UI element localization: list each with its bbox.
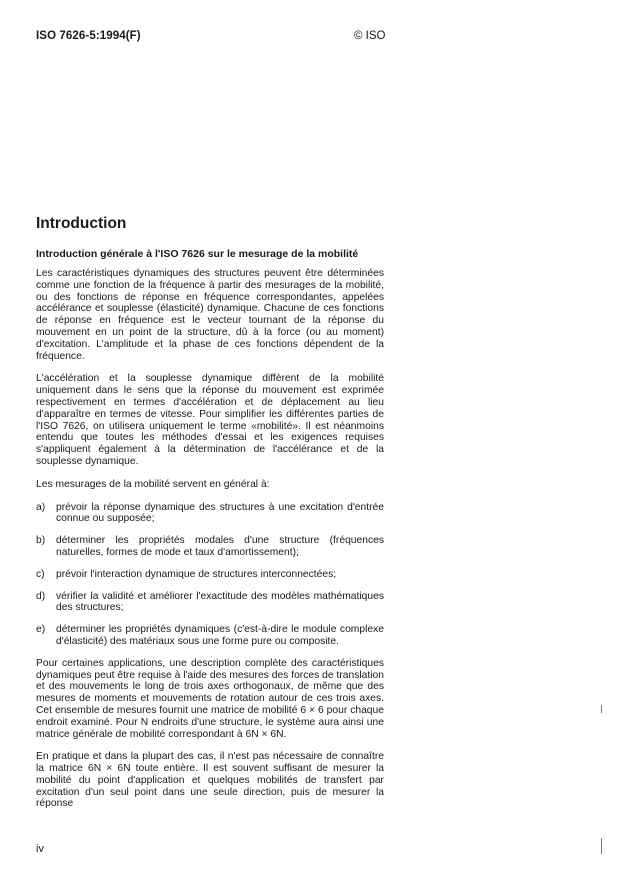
scan-edge-mark	[601, 705, 602, 713]
list-item-text: prévoir l'interaction dynamique de structures interconnectées;	[56, 568, 337, 580]
list-item-label: b)	[36, 535, 46, 547]
section-title: Introduction	[36, 215, 127, 232]
list-item	[36, 502, 384, 526]
list-item-label: c)	[36, 568, 45, 580]
page-number: iv	[36, 843, 44, 855]
list-item	[36, 569, 384, 581]
list-item-text: déterminer les propriétés dynamiques (c'est-à-dire le module complexe d'élasticité) des matériaux sous une forme pure ou composite.	[56, 624, 384, 647]
subsection-title: Introduction générale à l'ISO 7626 sur le mesurage de la mobilité	[36, 248, 359, 260]
list-item-text: déterminer les propriétés modales d'une structure (fréquences naturelles, formes de mode et taux d'amortissement);	[56, 535, 384, 558]
body-text	[36, 268, 384, 821]
list-item-text: prévoir la réponse dynamique des structures à une excitation d'entrée connue ou supposée;	[56, 501, 384, 525]
list-item	[36, 535, 384, 559]
list-item-label: e)	[36, 624, 46, 636]
usage-list	[36, 502, 384, 648]
list-item-label: d)	[36, 590, 46, 602]
standard-designation: ISO 7626-5:1994(F)	[36, 30, 141, 42]
list-item	[36, 591, 384, 615]
paragraph: Les caractéristiques dynamiques des structures peuvent être déterminées comme une fonction de la fréquence à partir des mesurages de la mobilité, ou des fonctions de réponse en fréquence correspondantes, appelées accélérance et souplesse (élasticité) dynamique. Chacune de ces fonctions de réponse en fréquence est le vecteur tournant de la réponse du mouvement en un point de la structure, dû à la force (ou au moment) d'excitation. L'amplitude et la phase de ces fonctions dépendent de la fréquence.	[36, 268, 384, 362]
paragraph: Pour certaines applications, une description complète des caractéristiques dynamiques peut être requise à l'aide des mesures des forces de translation et des mouvements le long de trois axes orthogonaux, de même que des mesures de moments et mouvements de rotation autour de ces trois axes. Cet ensemble de mesures fournit une matrice de mobilité 6 × 6 pour chaque endroit examiné. Pour N endroits d'une structure, le système aura ainsi une matrice générale de mobilité correspondant à 6N × 6N.	[36, 657, 384, 740]
list-item-label: a)	[36, 501, 46, 513]
list-item	[36, 624, 384, 648]
scan-edge-mark	[601, 838, 602, 854]
paragraph: En pratique et dans la plupart des cas, il n'est pas nécessaire de connaître la matrice 6N × 6N toute entière. Il est souvent suffisant de mesurer la mobilité du point d'application et quelques mobilités de transfert par excitation d'un seul point dans une seule direction, puis de mesurer la réponse	[36, 751, 384, 810]
list-item-text: vérifier la validité et améliorer l'exactitude des modèles mathématiques des structures;	[56, 590, 384, 614]
paragraph: Les mesurages de la mobilité servent en général à:	[36, 478, 270, 490]
copyright-mark: © ISO	[354, 30, 386, 42]
paragraph: L'accélération et la souplesse dynamique diffèrent de la mobilité uniquement dans le sens que la réponse du mouvement est exprimée respectivement en termes d'accélération et de déplacement au lieu d'apparaître en termes de vitesse. Pour simplifier les différentes parties de l'ISO 7626, on utilisera uniquement le terme «mobilité». Il est néanmoins entendu que toutes les méthodes d'essai et les exigences requises s'appliquent également à la détermination de l'accélérance et de la souplesse dynamique.	[36, 373, 384, 467]
